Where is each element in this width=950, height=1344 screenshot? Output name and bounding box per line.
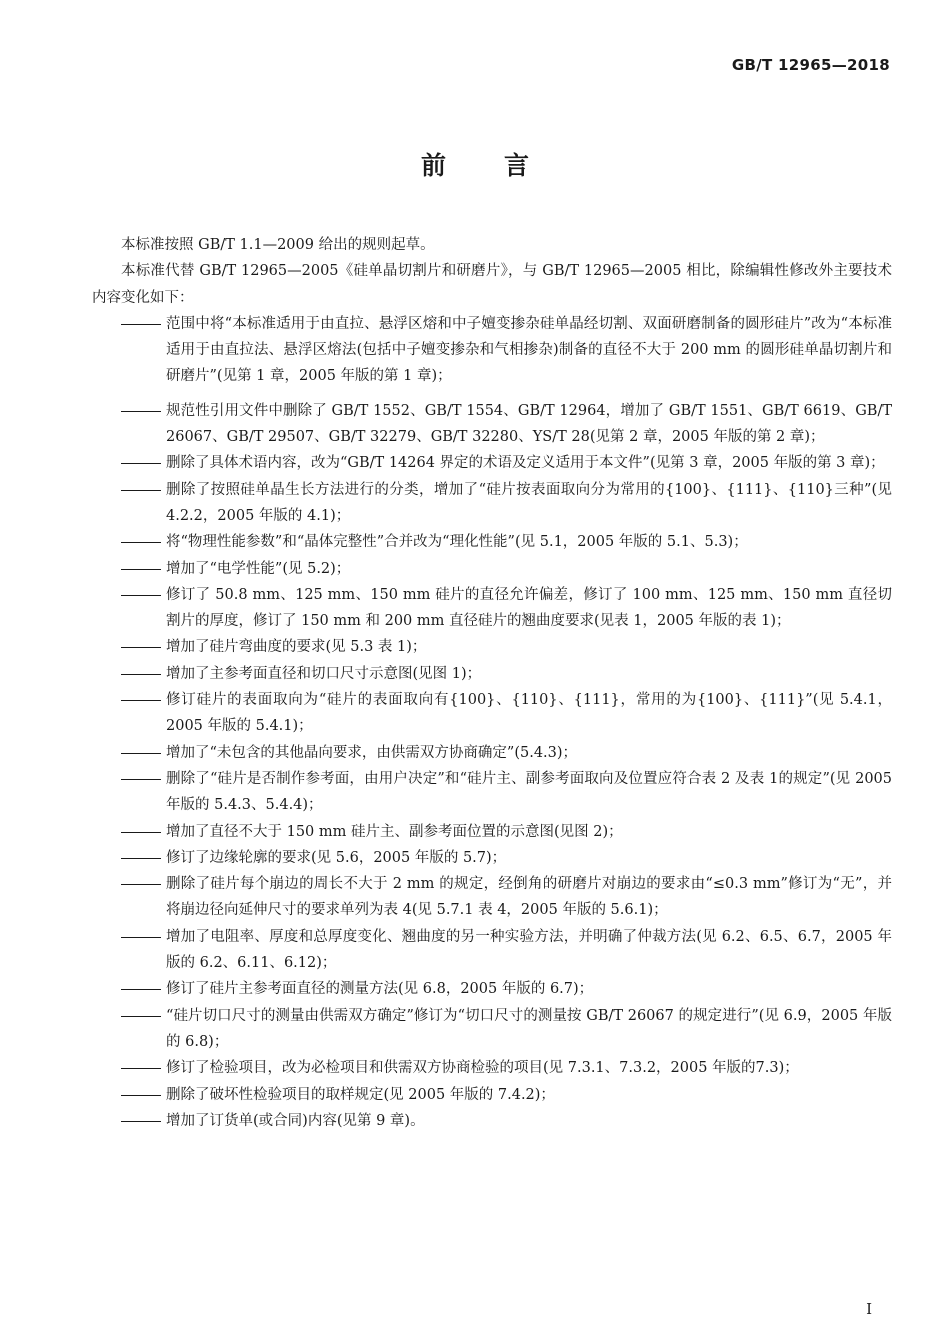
list-item-text: 修订硅片的表面取向为“硅片的表面取向有{100}、{110}、{111}，常用的为{100}、{111}”(见 5.4.1，2005 年版的 5.4.1)；: [166, 692, 892, 735]
list-item-text: 增加了订货单(或合同)内容(见第 9 章)。: [166, 1112, 425, 1129]
standard-code: GB/T 12965—2018: [731, 56, 890, 74]
list-item-text: 修订了检验项目，改为必检项目和供需双方协商检验的项目(见 7.3.1、7.3.2，2005 年版的7.3)；: [166, 1060, 799, 1077]
list-item-text: 增加了主参考面直径和切口尺寸示意图(见图 1)；: [166, 665, 482, 682]
list-item: [92, 661, 892, 687]
list-item-text: 删除了具体术语内容，改为“GB/T 14264 界定的术语及定义适用于本文件”(见第 3 章，2005 年版的第 3 章)；: [166, 455, 885, 472]
list-item: [92, 1003, 892, 1056]
list-item: [92, 398, 892, 451]
paragraph: 本标准按照 GB/T 1.1—2009 给出的规则起草。: [121, 237, 435, 253]
list-item: [92, 556, 892, 582]
list-item: [92, 529, 892, 555]
paragraph: 本标准代替 GB/T 12965—2005《硅单晶切割片和研磨片》，与 GB/T 12965—2005 相比，除编辑性修改外主要技术内容变化如下：: [92, 263, 892, 306]
list-item: [92, 871, 892, 924]
list-item-text: 增加了“未包含的其他晶向要求，由供需双方协商确定”(5.4.3)；: [166, 744, 578, 761]
list-item: [92, 1108, 892, 1134]
page-title: 前言: [420, 151, 587, 180]
list-item: [92, 819, 892, 845]
list-item: [92, 1055, 892, 1081]
list-item: [92, 634, 892, 660]
list-item-text: 删除了破坏性检验项目的取样规定(见 2005 年版的 7.4.2)；: [166, 1086, 555, 1103]
list-item-text: 修订了硅片主参考面直径的测量方法(见 6.8，2005 年版的 6.7)；: [166, 981, 594, 998]
list-item: [92, 477, 892, 530]
list-item-text: 规范性引用文件中删除了 GB/T 1552、GB/T 1554、GB/T 12964，增加了 GB/T 1551、GB/T 6619、GB/T 26067、GB/T 29507、GB/T 32279、GB/T 32280、YS/T 28(见第 2 章，2005 年版的第 2 章)；: [166, 402, 892, 446]
list-item: [92, 740, 892, 766]
list-item-text: 范围中将“本标准适用于由直拉、悬浮区熔和中子嬗变掺杂硅单晶经切割、双面研磨制备的圆形硅片”改为“本标准适用于由直拉法、悬浮区熔法(包括中子嬗变掺杂和气相掺杂)制备的直径不大于 200 mm 的圆形硅单晶切割片和研磨片”(见第 1 章，2005 年版的第 1 章)；: [166, 315, 892, 385]
list-item-text: 增加了“电学性能”(见 5.2)；: [166, 560, 351, 577]
list-item-text: 增加了直径不大于 150 mm 硅片主、副参考面位置的示意图(见图 2)；: [166, 823, 623, 840]
foreword-body: [92, 232, 892, 1134]
page-number: I: [866, 1300, 872, 1318]
list-item-text: 删除了“硅片是否制作参考面，由用户决定”和“硅片主、副参考面取向及位置应符合表 2 及表 1的规定”(见 2005 年版的 5.4.3、5.4.4)；: [166, 770, 892, 814]
list-item-text: 增加了硅片弯曲度的要求(见 5.3 表 1)；: [166, 639, 427, 656]
list-item: [92, 845, 892, 871]
list-item: [92, 924, 892, 977]
list-item: [92, 687, 892, 740]
list-item-text: 将“物理性能参数”和“晶体完整性”合并改为“理化性能”(见 5.1，2005 年版的 5.1、5.3)；: [166, 534, 748, 551]
list-item: [92, 311, 892, 390]
list-item: [92, 766, 892, 819]
list-item-text: 修订了边缘轮廓的要求(见 5.6，2005 年版的 5.7)；: [166, 849, 507, 866]
list-item-text: 删除了硅片每个崩边的周长不大于 2 mm 的规定，经倒角的研磨片对崩边的要求由“≤0.3 mm”修订为“无”，并将崩边径向延伸尺寸的要求单列为表 4(见 5.7.1 表 4，2005 年版的 5.6.1)；: [166, 876, 892, 919]
list-item-text: 删除了按照硅单晶生长方法进行的分类，增加了“硅片按表面取向分为常用的{100}、{111}、{110}三种”(见 4.2.2，2005 年版的 4.1)；: [166, 481, 892, 524]
list-item-text: 增加了电阻率、厚度和总厚度变化、翘曲度的另一种实验方法，并明确了仲裁方法(见 6.2、6.5、6.7，2005 年版的 6.2、6.11、6.12)；: [166, 928, 892, 972]
list-item-text: 修订了 50.8 mm、125 mm、150 mm 硅片的直径允许偏差，修订了 100 mm、125 mm、150 mm 直径切割片的厚度，修订了 150 mm 和 200 mm 直径硅片的翘曲度要求(见表 1，2005 年版的表 1)；: [166, 586, 892, 630]
list-item: [92, 450, 892, 476]
list-item: [92, 976, 892, 1002]
list-item-text: “硅片切口尺寸的测量由供需双方确定”修订为“切口尺寸的测量按 GB/T 26067 的规定进行”(见 6.9，2005 年版的 6.8)；: [166, 1007, 892, 1050]
list-item: [92, 582, 892, 635]
list-item: [92, 1082, 892, 1108]
change-list: [92, 311, 892, 1134]
